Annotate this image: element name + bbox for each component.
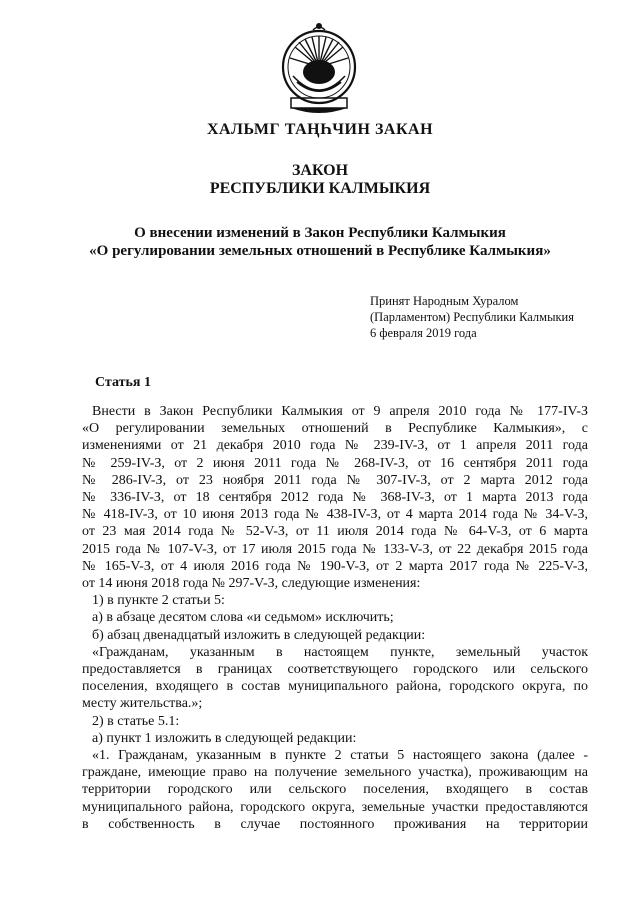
- body-line: предоставляется в границах соответствующего городского или сельского: [82, 662, 588, 677]
- body-line: «1. Гражданам, указанным в пункте 2 статьи 5 настоящего закона (далее -: [92, 748, 588, 763]
- adoption-line-3: 6 февраля 2019 года: [370, 326, 477, 340]
- body-line: б) абзац двенадцатый изложить в следующей редакции:: [92, 627, 426, 643]
- body-line: № 336-IV-З, от 18 сентября 2012 года № 368-IV-З, от 1 марта 2013 года: [82, 490, 588, 505]
- body-line: № 259-IV-З, от 2 июня 2011 года № 268-IV-З, от 16 сентября 2011 года: [82, 455, 588, 471]
- adoption-line-2: (Парламентом) Республики Калмыкия: [370, 310, 574, 324]
- body-line: муниципального района, городского округа, земельные участки предоставляются: [82, 799, 588, 815]
- body-line: 2) в статье 5.1:: [92, 713, 180, 729]
- body-line: 1) в пункте 2 статьи 5:: [92, 593, 225, 609]
- body-line: территории городского или сельского поселения, входящего в состав: [82, 782, 588, 798]
- body-line: граждане, имеющие право на получение земельного участка), проживающим на: [82, 765, 588, 781]
- adoption-line-1: Принят Народным Хуралом: [370, 294, 519, 308]
- body-line: № 418-IV-З, от 10 июня 2013 года № 438-IV-З, от 4 марта 2014 года № 34-V-З,: [82, 507, 588, 523]
- republic-heading: РЕСПУБЛИКИ КАЛМЫКИЯ: [209, 180, 431, 197]
- body-line: 2015 года № 107-V-З, от 17 июля 2015 года № 133-V-З, от 22 декабря 2015 года: [82, 541, 588, 557]
- body-line: Внести в Закон Республики Калмыкия от 9 апреля 2010 года № 177-IV-З: [92, 404, 588, 419]
- body-line: № 165-V-З, от 4 июля 2016 года № 190-V-З, от 2 марта 2017 года № 225-V-З,: [82, 558, 588, 574]
- body-line: № 286-IV-З, от 23 ноября 2011 года № 307-IV-З, от 2 марта 2012 года: [82, 472, 588, 488]
- body-line: в собственность в случае постоянного проживания на территории: [82, 816, 588, 832]
- adoption-note: [370, 293, 574, 341]
- body-line: «Гражданам, указанным в настоящем пункте, земельный участок: [92, 644, 588, 660]
- coat-of-arms-icon: [277, 20, 361, 120]
- body-line: изменениями от 21 декабря 2010 года № 239-IV-З, от 1 апреля 2011 года: [82, 438, 588, 454]
- law-title-line-1: О внесении изменений в Закон Республики Калмыкия: [134, 225, 506, 241]
- body-line: «О регулировании земельных отношений в Республике Калмыкия», с: [82, 421, 588, 437]
- body-line: от 23 мая 2014 года № 52-V-З, от 11 июля 2014 года № 64-V-З, от 6 марта: [82, 524, 588, 540]
- body-line: а) пункт 1 изложить в следующей редакции:: [92, 730, 357, 746]
- law-title-line-2: «О регулировании земельных отношений в Республике Калмыкия»: [89, 243, 551, 259]
- article-heading: Статья 1: [95, 375, 151, 390]
- body-line: от 14 июня 2018 года № 297-V-З, следующие изменения:: [82, 576, 421, 591]
- law-heading: ЗАКОН: [291, 162, 349, 179]
- body-line: месту жительства.»;: [82, 696, 203, 712]
- kalmyk-law-title: ХАЛЬМГ ТАҢҺЧИН ЗАКАН: [206, 121, 434, 138]
- body-line: а) в абзаце десятом слова «и седьмом» исключить;: [92, 610, 394, 626]
- body-line: поселения, входящего в состав муниципального района, городского округа, по: [82, 679, 588, 695]
